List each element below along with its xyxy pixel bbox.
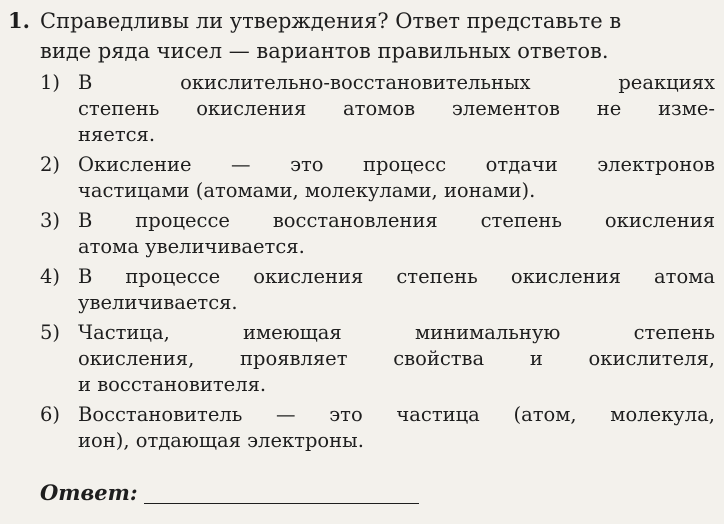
statement-line: Частица, имеющая минимальную степень [78,321,715,344]
statement-item-6 [40,402,715,454]
answer-label: Ответ: [40,480,138,505]
question-text [40,6,715,66]
statement-line: и восстановителя. [78,373,267,396]
question-line: Справедливы ли утверждения? Ответ представьте в [40,9,622,33]
statement-item-4 [40,264,715,316]
statement-number: 6) [40,403,61,426]
statement-list [40,70,715,458]
statement-number: 2) [40,153,61,176]
answer-row [40,478,419,508]
statement-line: В окислительно-восстановительных реакциях [78,71,715,94]
statement-number: 4) [40,265,61,288]
statement-line: ион), отдающая электроны. [78,429,364,452]
statement-line: увеличивается. [78,291,238,314]
statement-number: 5) [40,321,61,344]
statement-item-5 [40,320,715,398]
statement-item-3 [40,208,715,260]
statement-line: частицами (атомами, молекулами, ионами). [78,179,536,202]
statement-item-1 [40,70,715,148]
statement-line: В процессе окисления степень окисления атома [78,265,715,288]
statement-number: 1) [40,71,61,94]
statement-line: В процессе восстановления степень окисления [78,209,715,232]
statement-number: 3) [40,209,61,232]
statement-line: степень окисления атомов элементов не изме- [78,97,715,120]
statement-line: Окисление — это процесс отдачи электронов [78,153,715,176]
statement-line: окисления, проявляет свойства и окислителя, [78,347,715,370]
statement-line: няется. [78,123,156,146]
statement-item-2 [40,152,715,204]
statement-line: Восстановитель — это частица (атом, молекула, [78,403,715,426]
answer-field[interactable] [144,481,419,504]
question-number: 1. [8,8,30,33]
statement-line: атома увеличивается. [78,235,305,258]
question-line: виде ряда чисел — вариантов правильных ответов. [40,39,609,63]
